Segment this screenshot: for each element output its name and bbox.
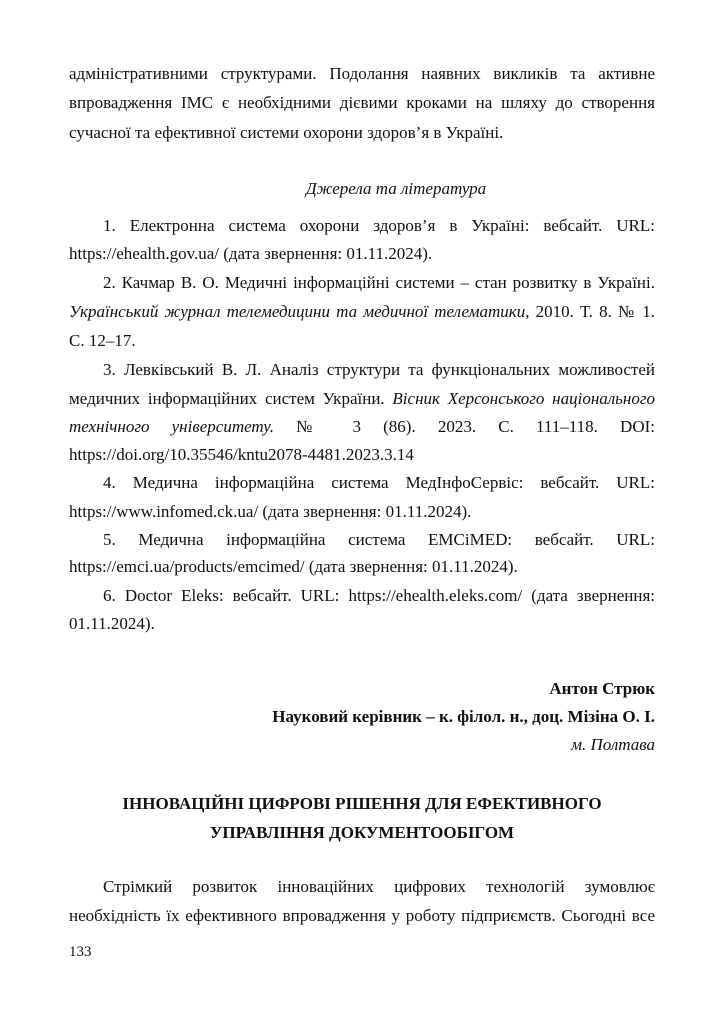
journal-title: технічного університету.	[69, 417, 274, 436]
reference-1: 1. Електронна система охорони здоров’я в Україні: вебсайт. URL:	[103, 216, 655, 235]
city: м. Полтава	[571, 735, 655, 754]
reference-3-doi[interactable]: https://doi.org/10.35546/kntu2078-4481.2023.3.14	[69, 445, 414, 464]
author-name: Антон Стрюк	[549, 679, 655, 698]
reference-6-cont: 01.11.2024).	[69, 614, 155, 633]
intro-line: сучасної та ефективної системи охорони здоров’я в Україні.	[69, 123, 504, 142]
article-title: ІННОВАЦІЙНІ ЦИФРОВІ РІШЕННЯ ДЛЯ ЕФЕКТИВНОГО	[122, 794, 602, 813]
intro-line: впровадження ІМС є необхідними дієвими кроками на шляху до створення	[69, 93, 655, 112]
reference-4: 4. Медична інформаційна система МедІнфоСервіс: вебсайт. URL:	[103, 473, 655, 492]
references-heading: Джерела та література	[305, 179, 487, 198]
reference-3-details: № 3 (86). 2023. С. 111–118. DOI:	[274, 417, 655, 436]
reference-3: 3. Левківський В. Л. Аналіз структури та функціональних можливостей	[103, 360, 655, 379]
reference-6: 6. Doctor Eleks: вебсайт. URL: https://ehealth.eleks.com/ (дата звернення:	[103, 586, 655, 605]
reference-3-text: медичних інформаційних систем України.	[69, 389, 393, 408]
reference-2: 2. Качмар В. О. Медичні інформаційні системи – стан розвитку в Україні.	[103, 273, 655, 292]
reference-1-cont: https://ehealth.gov.ua/ (дата звернення: 01.11.2024).	[69, 244, 433, 263]
reference-2-pages: С. 12–17.	[69, 331, 136, 350]
reference-5: 5. Медична інформаційна система EMCiMED: вебсайт. URL:	[103, 530, 655, 549]
reference-2-details: , 2010. Т. 8. № 1.	[525, 302, 655, 321]
journal-title: Вісник Херсонського національного	[392, 389, 655, 408]
intro-line: адміністративними структурами. Подолання наявних викликів та активне	[69, 64, 655, 83]
reference-3-cont	[69, 388, 655, 410]
reference-2-cont	[69, 301, 655, 323]
supervisor: Науковий керівник – к. філол. н., доц. Мізіна О. І.	[272, 707, 655, 726]
reference-4-cont: https://www.infomed.ck.ua/ (дата звернення: 01.11.2024).	[69, 502, 472, 521]
journal-title: Український журнал телемедицини та медичної телематики	[69, 302, 526, 321]
reference-5-cont: https://emci.ua/products/emcimed/ (дата звернення: 01.11.2024).	[69, 557, 518, 576]
page-number: 133	[69, 944, 92, 960]
reference-3-cont	[69, 416, 655, 438]
paragraph-line: Стрімкий розвиток інноваційних цифрових технологій зумовлює	[103, 877, 655, 896]
paragraph-line: необхідність їх ефективного впровадження у роботу підприємств. Сьогодні все	[69, 906, 655, 925]
article-title: УПРАВЛІННЯ ДОКУМЕНТООБІГОМ	[209, 823, 515, 842]
